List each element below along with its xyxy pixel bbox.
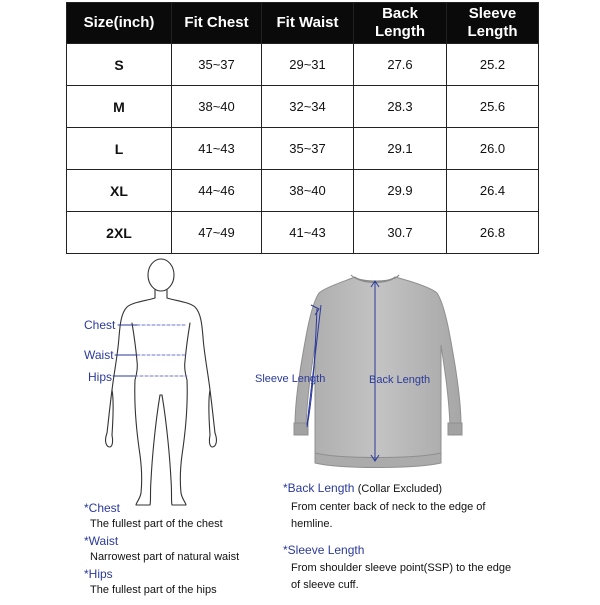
back-length-cell: 28.3	[354, 86, 447, 128]
sweater-measurement-notes	[283, 482, 523, 605]
sleeve-length-cell: 26.4	[447, 170, 539, 212]
hips-label: Hips	[88, 370, 113, 384]
chest-cell: 44~46	[172, 170, 262, 212]
size-cell: M	[67, 86, 172, 128]
header-fit-chest: Fit Chest	[172, 3, 262, 44]
size-cell: S	[67, 44, 172, 86]
sweater-back-image	[245, 265, 505, 475]
note-title: *Hips	[84, 567, 113, 581]
table-row	[67, 44, 539, 86]
waist-cell: 38~40	[262, 170, 354, 212]
size-cell: L	[67, 128, 172, 170]
table-row	[67, 170, 539, 212]
waist-cell: 29~31	[262, 44, 354, 86]
note-description: From shoulder sleeve point(SSP) to the edge of sleeve cuff.	[291, 562, 512, 591]
header-size: Size(inch)	[67, 3, 172, 44]
note-description: The fullest part of the chest	[90, 518, 223, 530]
back-length-cell: 30.7	[354, 212, 447, 254]
sweater-measurement-diagram	[245, 265, 505, 475]
note-back-length	[283, 482, 523, 533]
header-back-length: Back Length	[354, 3, 447, 44]
back-length-label: Back Length	[369, 374, 431, 386]
chest-label: Chest	[84, 318, 116, 332]
note-description: From center back of neck to the edge of hemline.	[291, 501, 486, 530]
back-length-cell: 29.1	[354, 128, 447, 170]
chest-cell: 35~37	[172, 44, 262, 86]
size-chart-table	[66, 2, 539, 254]
body-measurement-notes	[84, 502, 284, 601]
note-title: *Back Length (Collar Excluded)	[283, 481, 443, 495]
size-cell: XL	[67, 170, 172, 212]
header-sleeve-length: Sleeve Length	[447, 3, 539, 44]
note-sleeve-length	[283, 544, 523, 594]
sleeve-length-cell: 26.8	[447, 212, 539, 254]
sleeve-length-cell: 26.0	[447, 128, 539, 170]
note-title: *Waist	[84, 534, 119, 548]
table-row	[67, 86, 539, 128]
size-chart-header-row	[67, 3, 539, 44]
chest-cell: 47~49	[172, 212, 262, 254]
size-cell: 2XL	[67, 212, 172, 254]
note-description: Narrowest part of natural waist	[90, 551, 240, 563]
back-length-cell: 27.6	[354, 44, 447, 86]
note-hips	[84, 568, 284, 597]
sleeve-length-cell: 25.2	[447, 44, 539, 86]
note-title: *Chest	[84, 501, 121, 515]
chest-cell: 38~40	[172, 86, 262, 128]
waist-cell: 35~37	[262, 128, 354, 170]
sleeve-length-label: Sleeve Length	[255, 373, 326, 385]
note-description: The fullest part of the hips	[90, 584, 217, 596]
waist-label: Waist	[84, 348, 114, 362]
sleeve-length-cell: 25.6	[447, 86, 539, 128]
table-row	[67, 212, 539, 254]
note-chest	[84, 502, 284, 531]
header-fit-waist: Fit Waist	[262, 3, 354, 44]
table-row	[67, 128, 539, 170]
back-length-cell: 29.9	[354, 170, 447, 212]
note-title: *Sleeve Length	[283, 543, 365, 557]
waist-cell: 41~43	[262, 212, 354, 254]
waist-cell: 32~34	[262, 86, 354, 128]
chest-cell: 41~43	[172, 128, 262, 170]
note-waist	[84, 535, 284, 564]
